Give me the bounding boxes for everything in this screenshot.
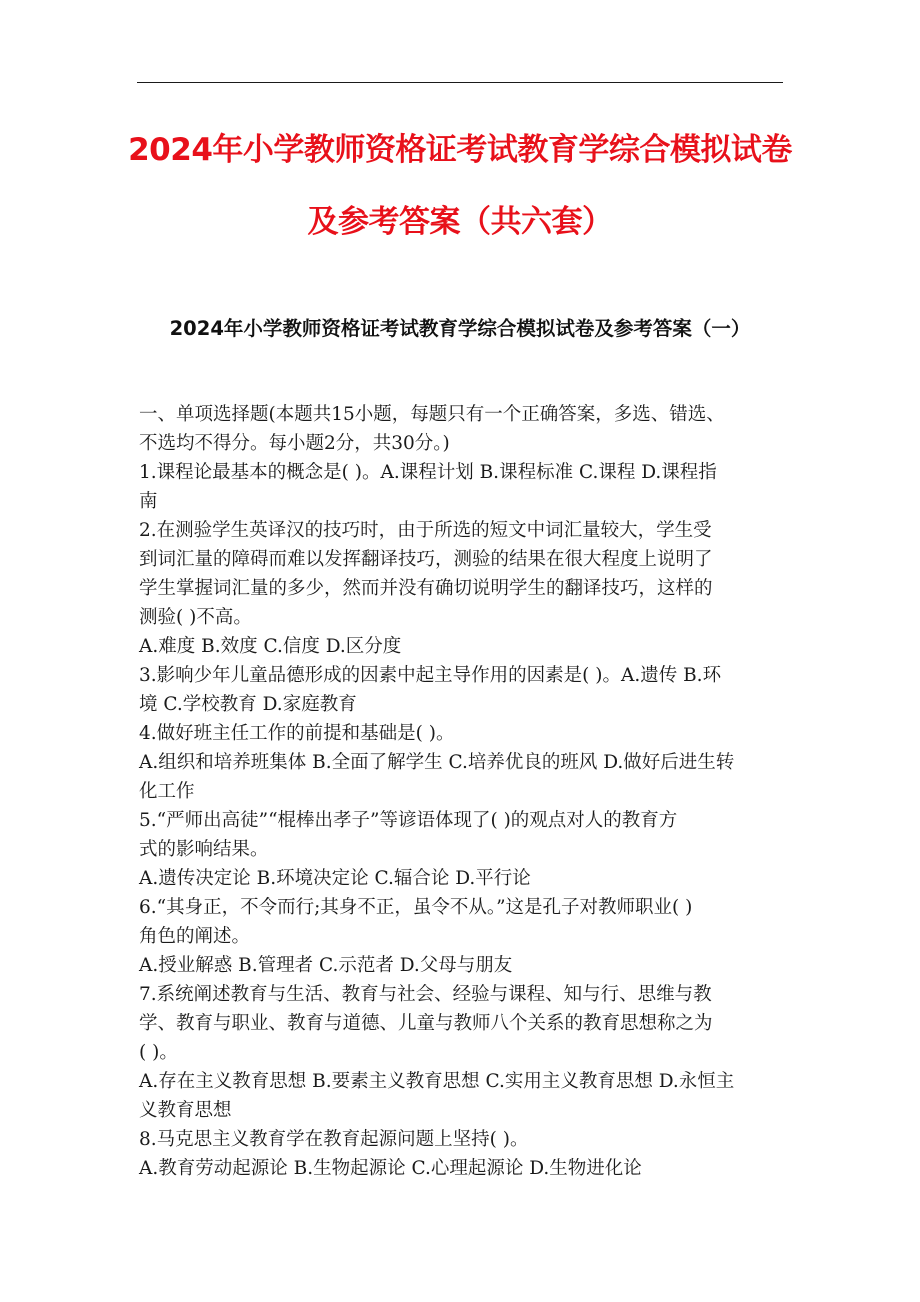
text-line: 不选均不得分。每小题2分，共30分。) xyxy=(139,433,450,454)
text-line: A.教育劳动起源论 B.生物起源论 C.心理起源论 D.生物进化论 xyxy=(139,1158,642,1179)
text-line: A.难度 B.效度 C.信度 D.区分度 xyxy=(139,636,402,657)
text-line: 化工作 xyxy=(139,781,195,802)
question-body xyxy=(139,400,819,1183)
text-line: 角色的阐述。 xyxy=(139,926,251,947)
text-line: 测验( )不高。 xyxy=(139,607,252,628)
text-line: 到词汇量的障碍而难以发挥翻译技巧，测验的结果在很大程度上说明了 xyxy=(139,549,713,570)
text-line: 6.“其身正，不令而行;其身不正，虽令不从。”这是孔子对教师职业( ) xyxy=(139,897,693,918)
text-line: 境 C.学校教育 D.家庭教育 xyxy=(139,694,357,715)
header-rule xyxy=(137,82,783,83)
text-line: A.遗传决定论 B.环境决定论 C.辐合论 D.平行论 xyxy=(139,868,531,889)
text-line: 2.在测验学生英译汉的技巧时，由于所选的短文中词汇量较大，学生受 xyxy=(139,520,712,541)
section-subtitle: 2024年小学教师资格证考试教育学综合模拟试卷及参考答案（一） xyxy=(169,317,751,340)
text-line: 义教育思想 xyxy=(139,1100,232,1121)
text-line: 5.“严师出高徒”“棍棒出孝子”等谚语体现了( )的观点对人的教育方 xyxy=(139,810,678,831)
text-line: ( )。 xyxy=(139,1042,178,1063)
text-line: 1.课程论最基本的概念是( )。A.课程计划 B.课程标准 C.课程 D.课程指 xyxy=(139,462,717,483)
text-line: 学、教育与职业、教育与道德、儿童与教师八个关系的教育思想称之为 xyxy=(139,1013,713,1034)
text-line: 8.马克思主义教育学在教育起源问题上坚持( )。 xyxy=(139,1129,529,1150)
text-line: A.存在主义教育思想 B.要素主义教育思想 C.实用主义教育思想 D.永恒主 xyxy=(139,1071,735,1092)
main-title-line-2: 及参考答案（共六套） xyxy=(307,204,613,240)
text-line: 式的影响结果。 xyxy=(139,839,269,860)
text-line: 一、单项选择题(本题共15小题，每题只有一个正确答案，多选、错选、 xyxy=(139,404,725,425)
text-line: A.授业解惑 B.管理者 C.示范者 D.父母与朋友 xyxy=(139,955,513,976)
main-title-line-1: 2024年小学教师资格证考试教育学综合模拟试卷 xyxy=(128,132,792,168)
text-line: 学生掌握词汇量的多少，然而并没有确切说明学生的翻译技巧，这样的 xyxy=(139,578,713,599)
text-line: A.组织和培养班集体 B.全面了解学生 C.培养优良的班风 D.做好后进生转 xyxy=(139,752,735,773)
text-line: 7.系统阐述教育与生活、教育与社会、经验与课程、知与行、思维与教 xyxy=(139,984,712,1005)
text-line: 4.做好班主任工作的前提和基础是( )。 xyxy=(139,723,455,744)
text-line: 南 xyxy=(139,491,158,512)
text-line: 3.影响少年儿童品德形成的因素中起主导作用的因素是( )。A.遗传 B.环 xyxy=(139,665,722,686)
